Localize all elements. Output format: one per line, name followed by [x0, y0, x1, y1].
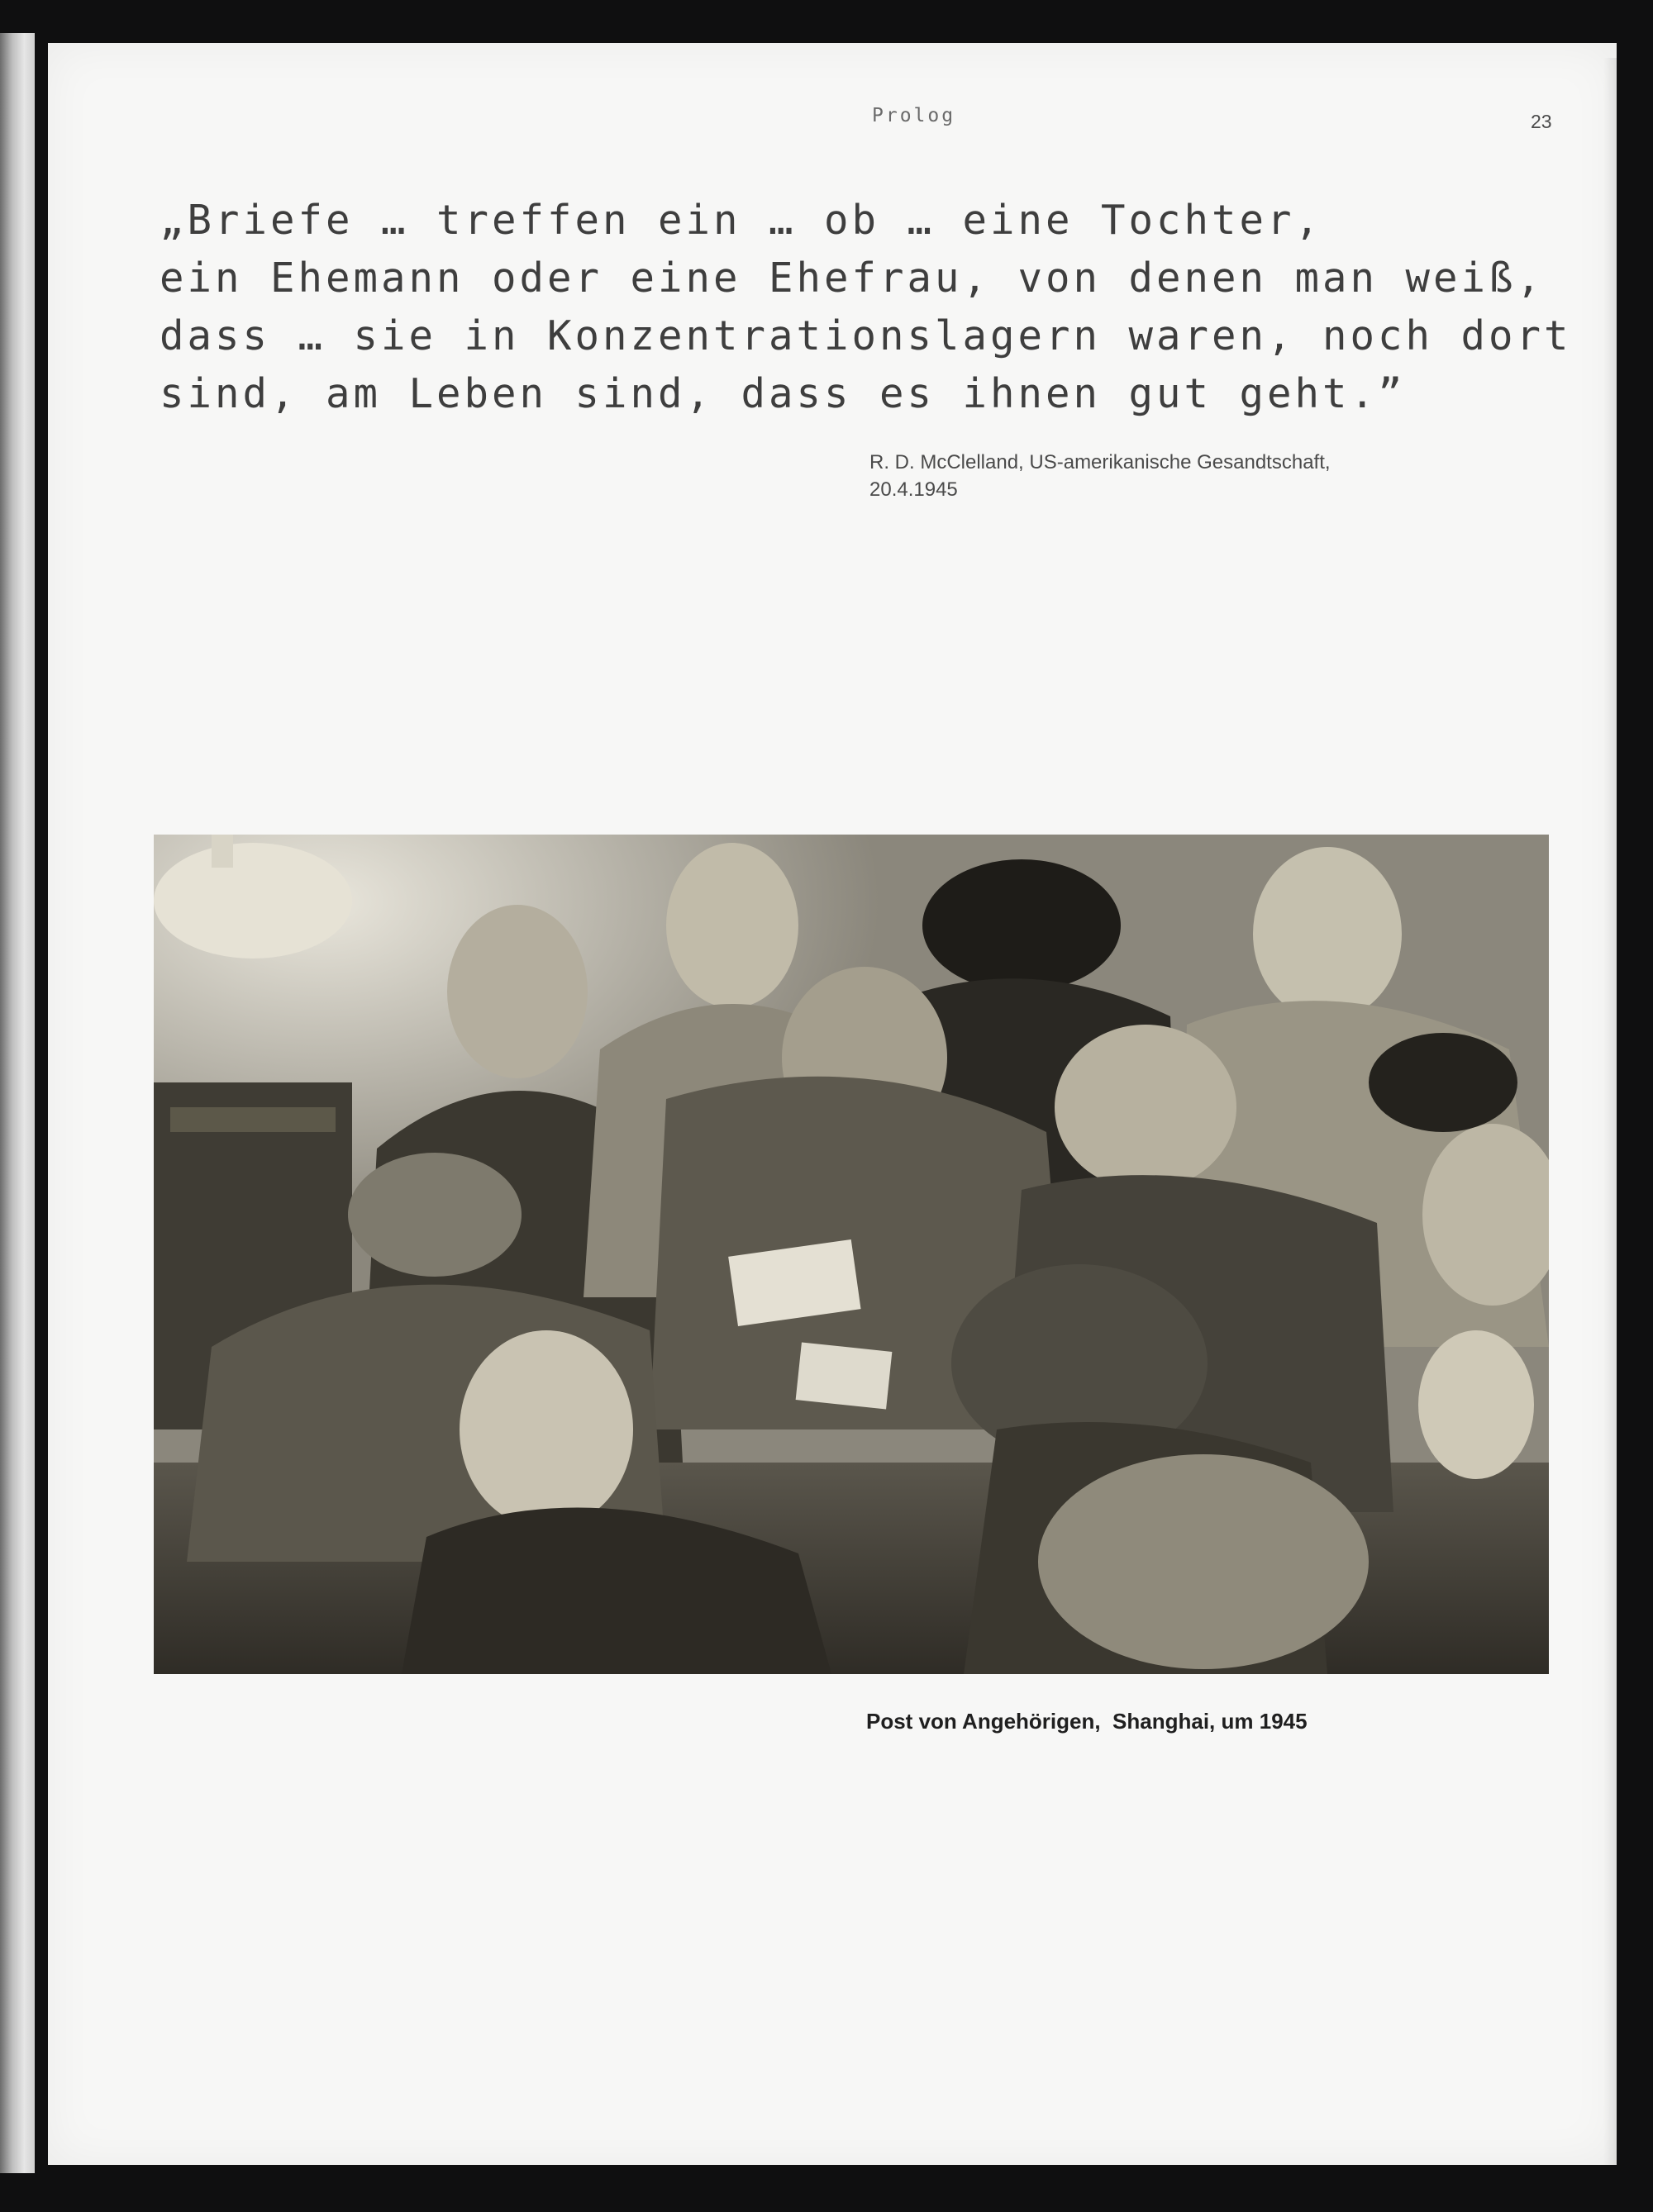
attribution-line: 20.4.1945	[869, 478, 958, 501]
page-number: 23	[1531, 111, 1552, 132]
historical-photograph	[154, 835, 1549, 1674]
epigraph-quote	[160, 192, 1572, 423]
quote-line: ein Ehemann oder eine Ehefrau, von denen man weiß,	[160, 254, 1545, 302]
photo-caption: Post von Angehörigen, Shanghai, um 1945	[866, 1709, 1308, 1734]
attribution-line: R. D. McClelland, US-amerikanische Gesandtschaft,	[869, 451, 1331, 473]
quote-line: sind, am Leben sind, dass es ihnen gut geht.”	[160, 370, 1406, 417]
quote-line: „Briefe … treffen ein … ob … eine Tochter,	[160, 197, 1323, 244]
quote-attribution	[869, 449, 1448, 503]
running-head: Prolog	[872, 105, 956, 126]
quote-line: dass … sie in Konzentrationslagern waren, noch dort	[160, 312, 1572, 359]
book-spine	[0, 33, 35, 2173]
page-edge-shadow	[1603, 58, 1617, 2165]
